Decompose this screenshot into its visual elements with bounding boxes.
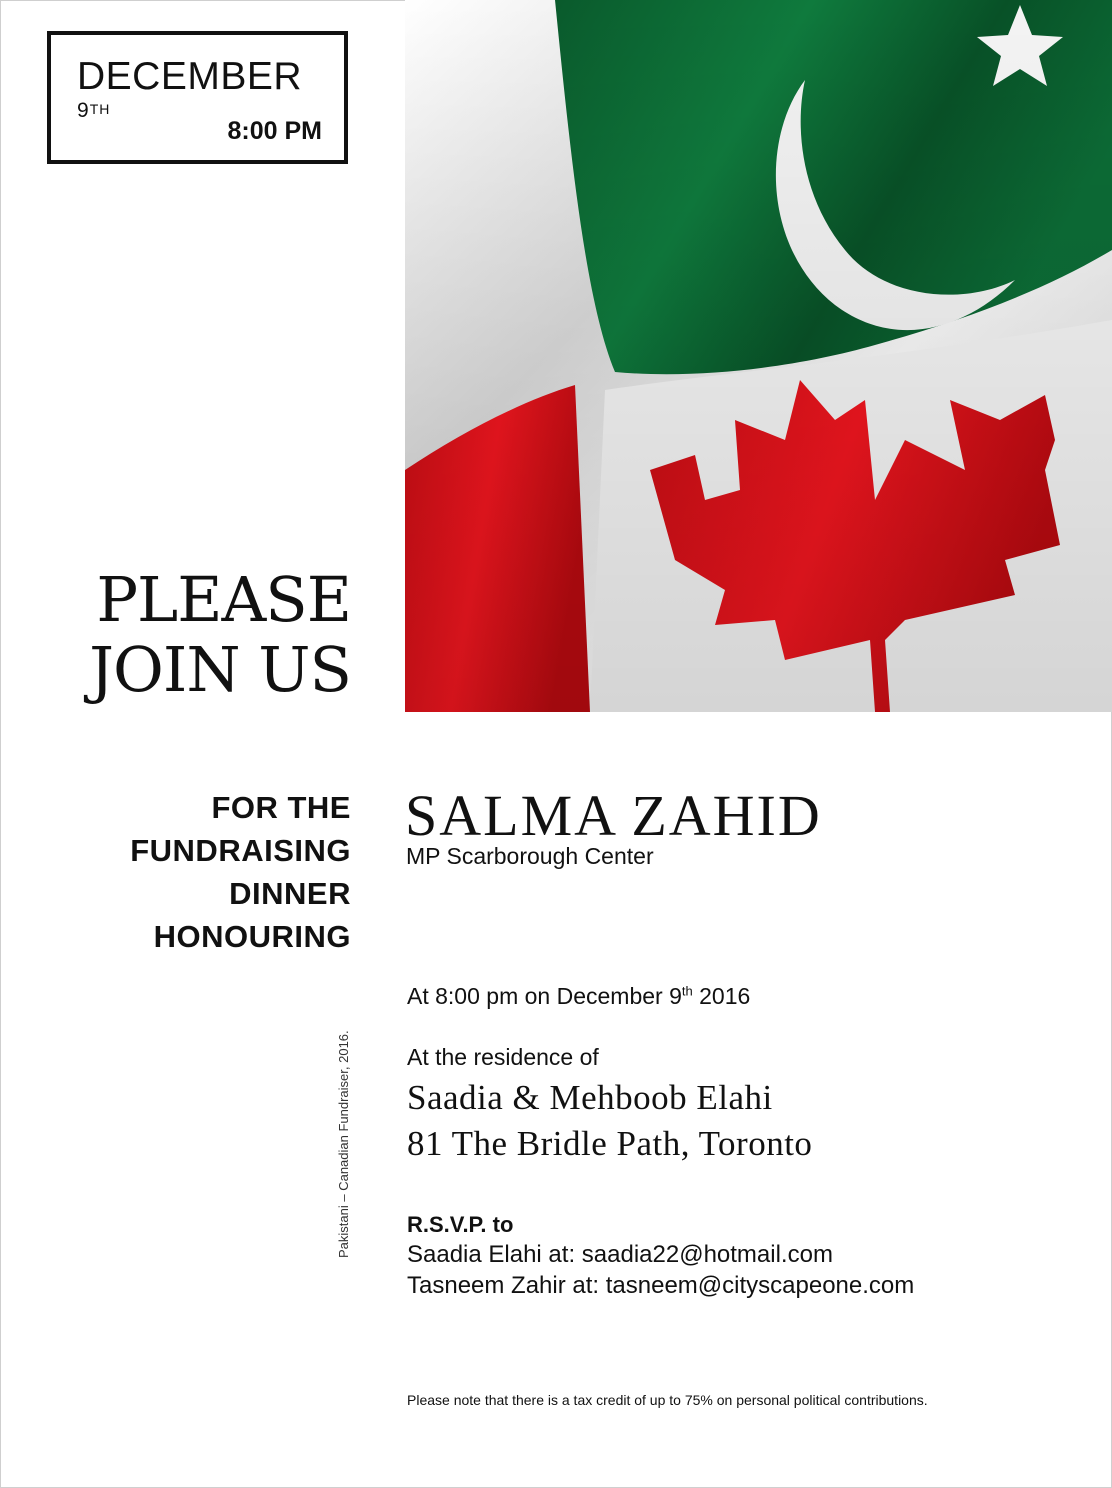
- event-address: 81 The Bridle Path, Toronto: [407, 1124, 813, 1163]
- event-time-suffix: th: [681, 983, 693, 999]
- residence-label: At the residence of: [407, 1044, 599, 1070]
- flags-image: [405, 0, 1112, 712]
- subheadline-line-3: DINNER: [229, 876, 351, 911]
- honoree-title: MP Scarborough Center: [406, 843, 654, 869]
- headline-line-2: JOIN US: [89, 633, 351, 706]
- rsvp-heading: R.S.V.P. to: [407, 1212, 514, 1237]
- honoree-name: SALMA ZAHID: [405, 783, 822, 848]
- subheadline-line-1: FOR THE: [211, 790, 351, 825]
- date-month: DECEMBER: [77, 55, 303, 98]
- subheadline: [40, 786, 351, 958]
- date-day-number: 9: [77, 99, 90, 122]
- event-time-prefix: At 8:00 pm on December 9: [407, 983, 682, 1009]
- event-time: [407, 983, 750, 1010]
- hosts-names: Saadia & Mehboob Elahi: [407, 1078, 773, 1117]
- date-day: [77, 99, 110, 123]
- headline-line-1: PLEASE: [96, 563, 351, 636]
- rsvp-contact-1: Saadia Elahi at: saadia22@hotmail.com: [407, 1241, 833, 1268]
- date-box: [47, 31, 348, 164]
- tax-credit-note: Please note that there is a tax credit of up to 75% on personal political contributions.: [407, 1392, 928, 1408]
- headline: [40, 565, 351, 705]
- rsvp-contact-2: Tasneem Zahir at: tasneem@cityscapeone.com: [407, 1272, 915, 1299]
- date-day-suffix: TH: [89, 101, 111, 117]
- event-time-year: 2016: [692, 983, 751, 1009]
- side-caption: Pakistani – Canadian Fundraiser, 2016.: [336, 1030, 351, 1258]
- subheadline-line-2: FUNDRAISING: [130, 833, 351, 868]
- date-time: 8:00 PM: [227, 117, 322, 145]
- subheadline-line-4: HONOURING: [153, 919, 351, 954]
